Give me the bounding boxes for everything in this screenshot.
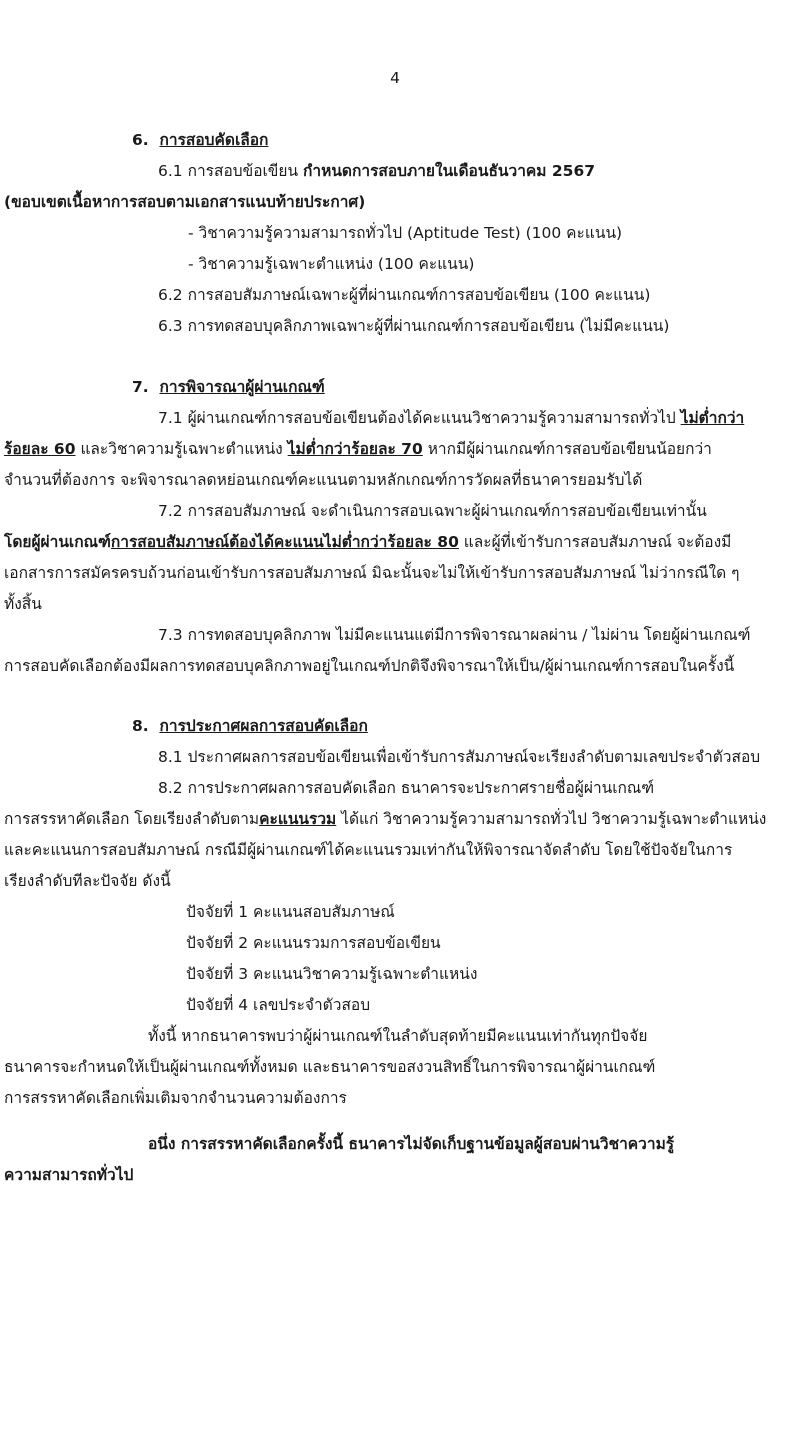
item-7-2-line-4: ทั้งสิ้น <box>4 595 42 613</box>
tie-rule-line-2: ธนาคารจะกำหนดให้เป็นผู้ผ่านเกณฑ์ทั้งหมด และธนาคารขอสงวนสิทธิ์ในการพิจารณาผู้ผ่านเกณฑ์ <box>4 1058 656 1076</box>
item-7-3-line-2: การสอบคัดเลือกต้องมีผลการทดสอบบุคลิกภาพอยู่ในเกณฑ์ปกติจึงพิจารณาให้เป็น/ผู้ผ่านเกณฑ์การสอบในครั้งนี้ <box>4 657 735 675</box>
exam-subject-position: - วิชาความรู้เฉพาะตำแหน่ง (100 คะแนน) <box>188 255 475 273</box>
item-6-1 <box>158 159 595 183</box>
item-8-2-line-2 <box>4 807 766 831</box>
item-8-2-line-3: และคะแนนการสอบสัมภาษณ์ กรณีมีผู้ผ่านเกณฑ์ได้คะแนนรวมเท่ากันให้พิจารณาจัดลำดับ โดยใช้ปัจจัยในการ <box>4 841 733 859</box>
item-7-1-line-3: จำนวนที่ต้องการ จะพิจารณาลดหย่อนเกณฑ์คะแนนตามหลักเกณฑ์การวัดผลที่ธนาคารยอมรับได้ <box>4 471 643 489</box>
item-6-3: 6.3 การทดสอบบุคลิกภาพเฉพาะผู้ที่ผ่านเกณฑ์การสอบข้อเขียน (ไม่มีคะแนน) <box>158 317 670 335</box>
item-6-2: 6.2 การสอบสัมภาษณ์เฉพาะผู้ที่ผ่านเกณฑ์การสอบข้อเขียน (100 คะแนน) <box>158 286 651 304</box>
item-8-2-text: การสรรหาคัดเลือก โดยเรียงลำดับตาม <box>4 810 260 828</box>
item-8-2-total-score: คะแนนรวม <box>259 810 337 828</box>
item-7-2-line-1: 7.2 การสอบสัมภาษณ์ จะดำเนินการสอบเฉพาะผู้ผ่านเกณฑ์การสอบข้อเขียนเท่านั้น <box>158 502 707 520</box>
closing-note-line-2: ความสามารถทั่วไป <box>4 1166 134 1184</box>
item-8-2-line-1: 8.2 การประกาศผลการสอบคัดเลือก ธนาคารจะประกาศรายชื่อผู้ผ่านเกณฑ์ <box>158 779 655 797</box>
item-8-1: 8.1 ประกาศผลการสอบข้อเขียนเพื่อเข้ารับการสัมภาษณ์จะเรียงลำดับตามเลขประจำตัวสอบ <box>158 748 761 766</box>
exam-subject-aptitude: - วิชาความรู้ความสามารถทั่วไป (Aptitude Test) (100 คะแนน) <box>188 224 623 242</box>
item-7-1-text-post: หากมีผู้ผ่านเกณฑ์การสอบข้อเขียนน้อยกว่า <box>422 440 712 458</box>
ranking-factor-3: ปัจจัยที่ 3 คะแนนวิชาความรู้เฉพาะตำแหน่ง <box>186 965 478 983</box>
item-6-1-schedule: กำหนดการสอบภายในเดือนธันวาคม 2567 <box>303 162 596 180</box>
ranking-factor-1: ปัจจัยที่ 1 คะแนนสอบสัมภาษณ์ <box>186 903 395 921</box>
section-7-number: 7. <box>132 378 149 396</box>
item-8-2-text-post: ได้แก่ วิชาความรู้ความสามารถทั่วไป วิชาความรู้เฉพาะตำแหน่ง <box>336 810 767 828</box>
item-7-2-line-2 <box>4 530 731 554</box>
item-7-1-threshold-a-value: ร้อยละ 60 <box>4 440 76 458</box>
tie-rule-line-1: ทั้งนี้ หากธนาคารพบว่าผู้ผ่านเกณฑ์ในลำดับสุดท้ายมีคะแนนเท่ากันทุกปัจจัย <box>148 1027 648 1045</box>
tie-rule-line-3: การสรรหาคัดเลือกเพิ่มเติมจากจำนวนความต้องการ <box>4 1089 347 1107</box>
section-8-number: 8. <box>132 717 149 735</box>
section-8-title: การประกาศผลการสอบคัดเลือก <box>159 717 368 735</box>
ranking-factor-2: ปัจจัยที่ 2 คะแนนรวมการสอบข้อเขียน <box>186 934 441 952</box>
item-7-1-threshold-a: ไม่ต่ำกว่า <box>680 409 745 427</box>
section-6-heading <box>132 128 268 152</box>
item-7-2-line-3: เอกสารการสมัครครบถ้วนก่อนเข้ารับการสอบสัมภาษณ์ มิฉะนั้นจะไม่ให้เข้ารับการสอบสัมภาษณ์ ไม่ว่ากรณีใด ๆ <box>4 564 740 582</box>
item-7-3-line-1: 7.3 การทดสอบบุคลิกภาพ ไม่มีคะแนนแต่มีการพิจารณาผลผ่าน / ไม่ผ่าน โดยผู้ผ่านเกณฑ์ <box>158 626 751 644</box>
item-7-2-text-post: และผู้ที่เข้ารับการสอบสัมภาษณ์ จะต้องมี <box>458 533 732 551</box>
item-6-1-text: 6.1 การสอบข้อเขียน <box>158 162 304 180</box>
section-6-number: 6. <box>132 131 149 149</box>
section-7-title: การพิจารณาผู้ผ่านเกณฑ์ <box>159 378 325 396</box>
item-7-1-text-mid: และวิชาความรู้เฉพาะตำแหน่ง <box>75 440 288 458</box>
section-8-heading <box>132 714 368 738</box>
item-7-1-line-1 <box>158 406 744 430</box>
page-number: 4 <box>390 69 400 87</box>
item-7-1-threshold-b: ไม่ต่ำกว่าร้อยละ 70 <box>287 440 423 458</box>
section-6-title: การสอบคัดเลือก <box>159 131 269 149</box>
section-7-heading <box>132 375 325 399</box>
item-7-1-line-2 <box>4 437 712 461</box>
item-6-1-note: (ขอบเขตเนื้อหาการสอบตามเอกสารแนบท้ายประกาศ) <box>4 193 366 211</box>
item-7-2-bold-text: โดยผู้ผ่านเกณฑ์ <box>4 533 111 551</box>
item-7-1-text: 7.1 ผู้ผ่านเกณฑ์การสอบข้อเขียนต้องได้คะแนนวิชาความรู้ความสามารถทั่วไป <box>158 409 681 427</box>
item-8-2-line-4: เรียงลำดับทีละปัจจัย ดังนี้ <box>4 872 171 890</box>
item-7-2-threshold: การสอบสัมภาษณ์ต้องได้คะแนนไม่ต่ำกว่าร้อยละ 80 <box>110 533 459 551</box>
ranking-factor-4: ปัจจัยที่ 4 เลขประจำตัวสอบ <box>186 996 371 1014</box>
closing-note-line-1: อนึ่ง การสรรหาคัดเลือกครั้งนี้ ธนาคารไม่จัดเก็บฐานข้อมูลผู้สอบผ่านวิชาความรู้ <box>148 1135 675 1153</box>
